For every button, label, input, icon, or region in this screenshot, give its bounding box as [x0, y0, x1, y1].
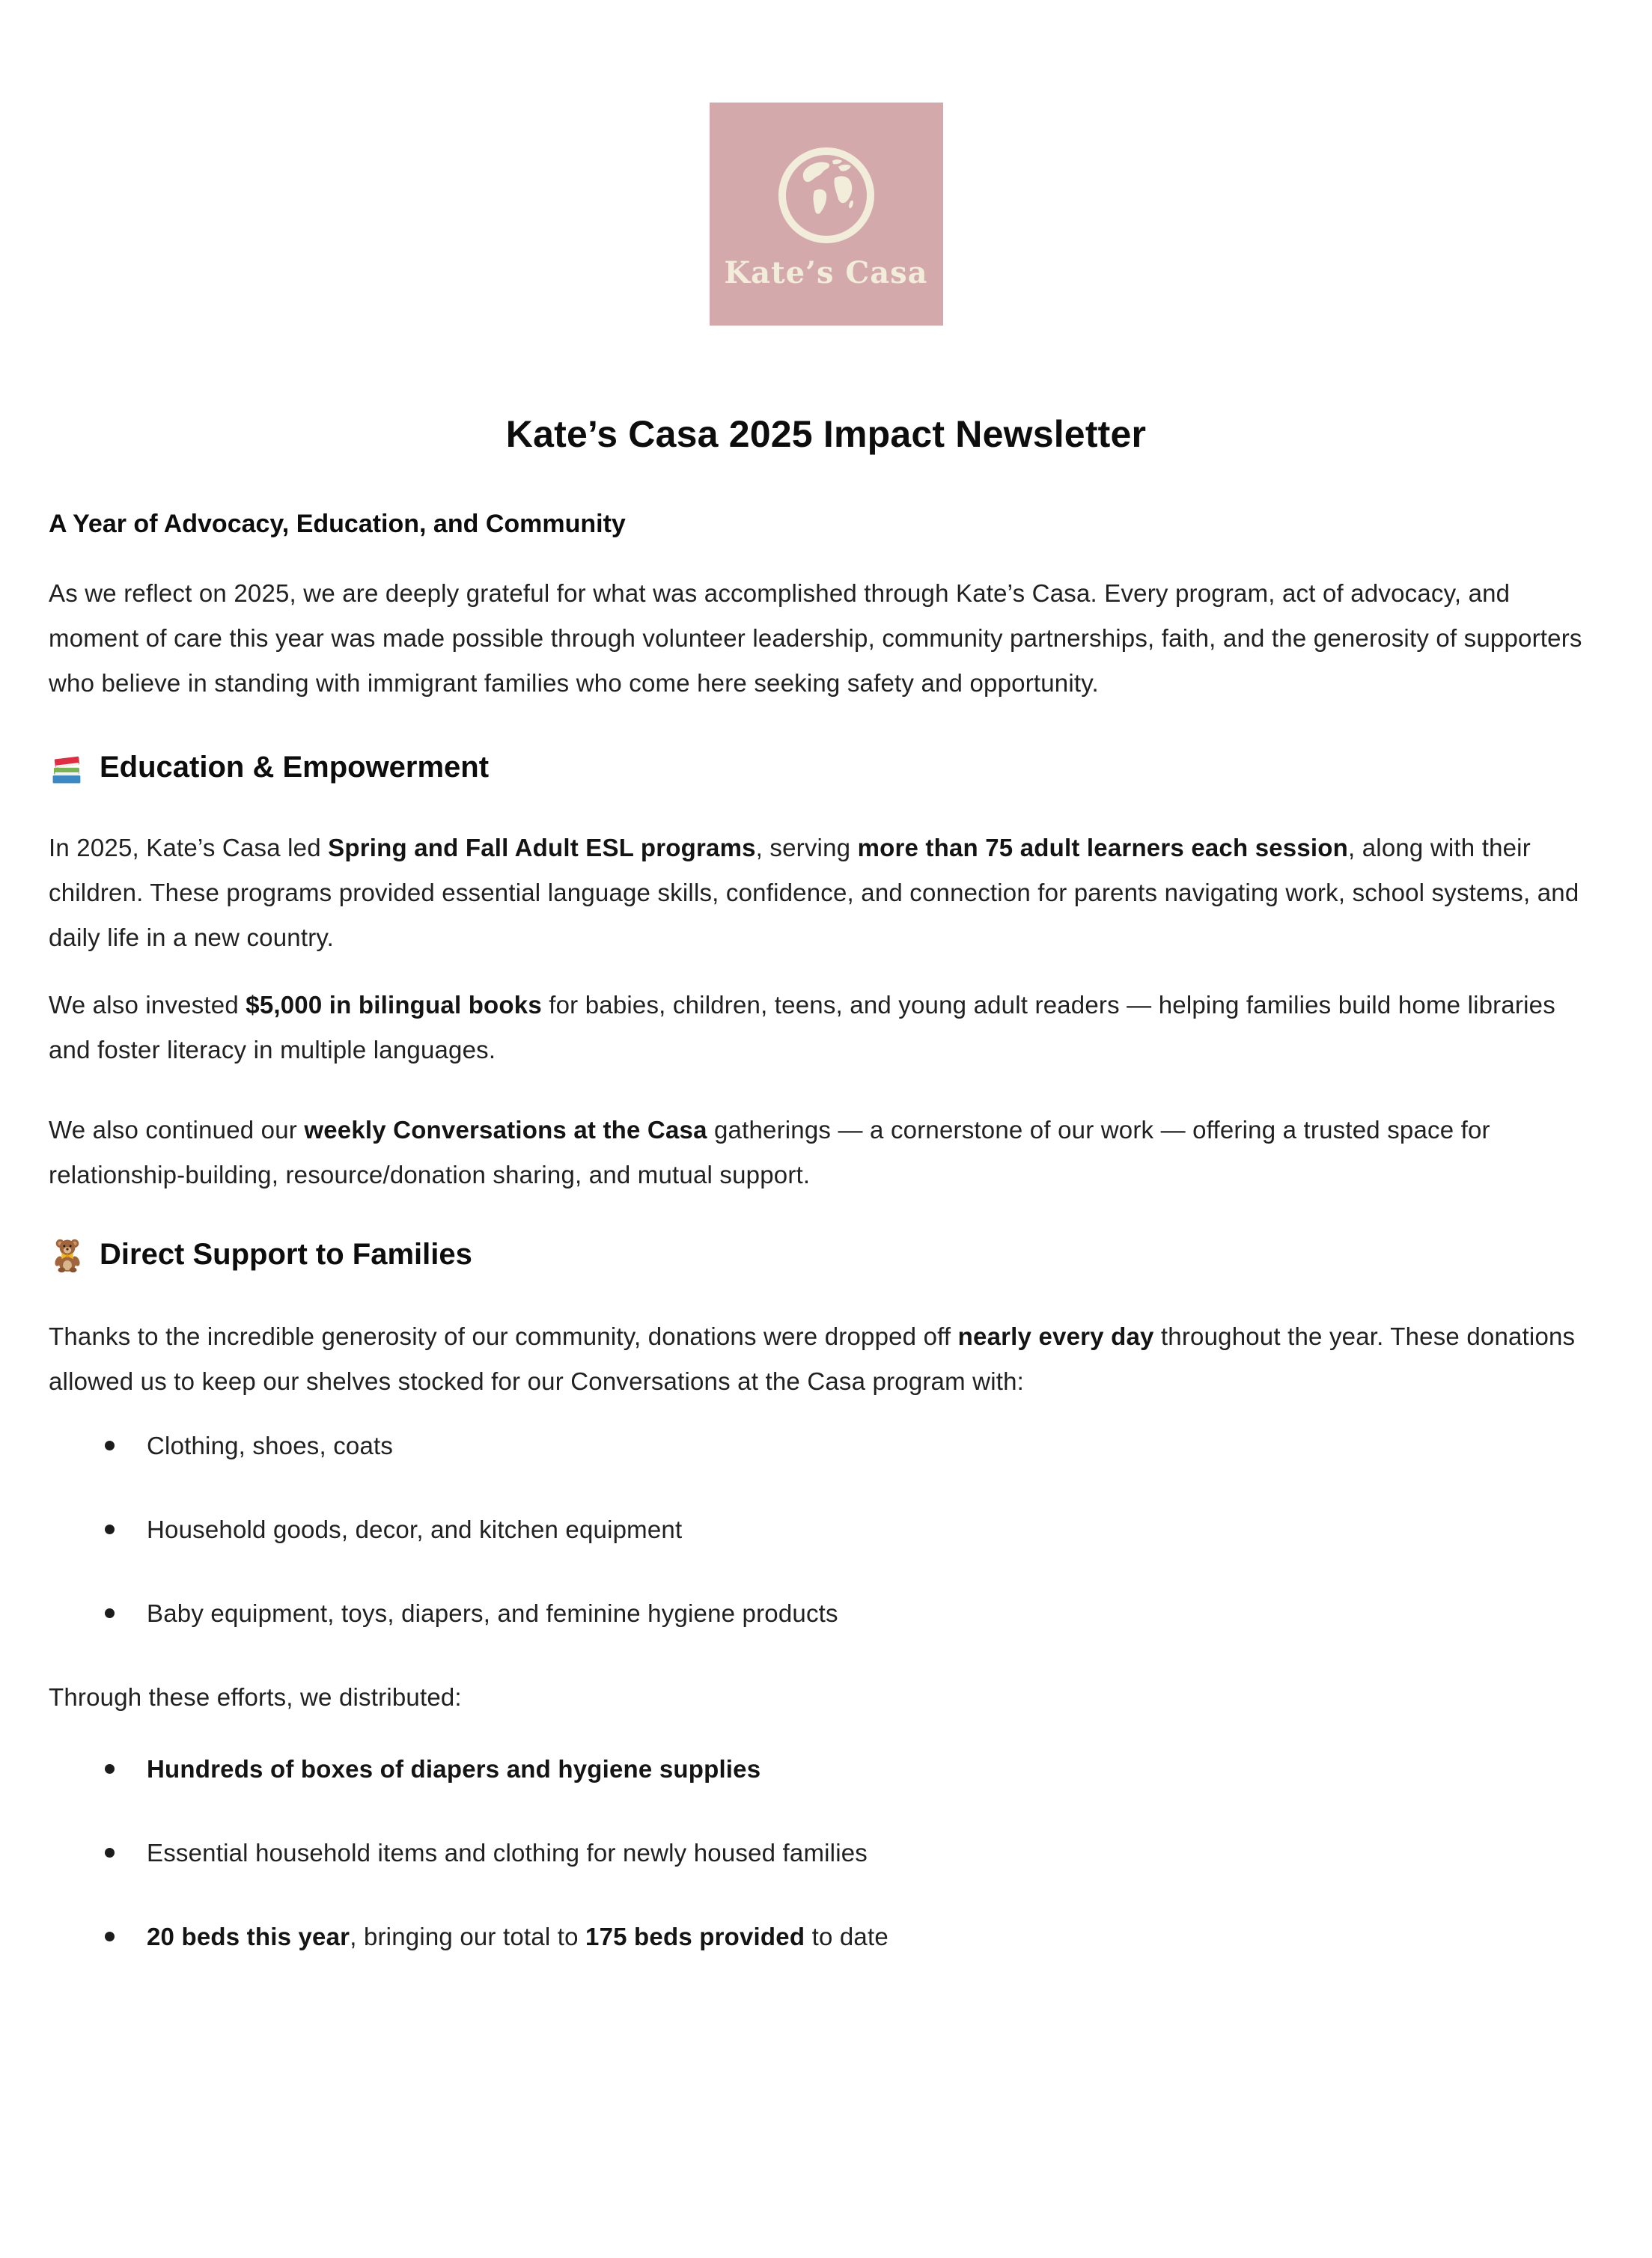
education-paragraph-3: We also continued our weekly Conversations at the Casa gatherings — a cornerstone of our work — offering a trusted space for relationship-building, resource/donation sharing, and mutual support. — [49, 1116, 1490, 1188]
bullet-icon — [105, 1848, 115, 1858]
list-item — [49, 1591, 1603, 1636]
support-heading-text: Direct Support to Families — [100, 1238, 472, 1271]
list-item-text: 20 beds this year, bringing our total to 175 beds provided to date — [147, 1923, 889, 1950]
support-section-heading — [49, 1235, 1603, 1274]
list-item — [49, 1831, 1603, 1876]
logo-brand-text: Kate’s Casa — [724, 255, 928, 290]
list-item — [49, 1507, 1603, 1552]
bullet-icon — [105, 1932, 115, 1941]
teddy-bear-emoji-icon — [49, 1236, 86, 1273]
books-emoji-icon — [49, 748, 86, 786]
list-item — [49, 1914, 1603, 1959]
list-item-text: Baby equipment, toys, diapers, and feminine hygiene products — [147, 1599, 838, 1627]
intro-paragraph: As we reflect on 2025, we are deeply grateful for what was accomplished through Kate’s Casa. Every program, act of advocacy, and moment of care this year was made possible through volunteer leadership, community partnerships, faith, and the generosity of supporters who believe in standing with immigrant families who come here seeking safety and opportunity. — [49, 579, 1582, 697]
education-heading-text: Education & Empowerment — [100, 751, 490, 784]
bullet-icon — [105, 1764, 115, 1774]
distributed-items-list — [49, 1747, 1603, 1959]
logo-header — [0, 103, 1652, 326]
donation-items-list — [49, 1424, 1603, 1636]
support-paragraph-1: Thanks to the incredible generosity of our community, donations were dropped off nearly every day throughout the year. These donations allowed us to keep our shelves stocked for our Conversations at the Casa program with: — [49, 1322, 1576, 1395]
bullet-icon — [105, 1441, 115, 1450]
bullet-icon — [105, 1525, 115, 1534]
education-paragraph-2: We also invested $5,000 in bilingual books for babies, children, teens, and young adult readers — helping families build home libraries and foster literacy in multiple languages. — [49, 991, 1555, 1064]
bullet-icon — [105, 1608, 115, 1618]
list-item-text: Hundreds of boxes of diapers and hygiene supplies — [147, 1755, 761, 1783]
page-title: Kate’s Casa 2025 Impact Newsletter — [505, 413, 1147, 455]
list-item-text: Essential household items and clothing for newly housed families — [147, 1839, 868, 1867]
list-item-text: Household goods, decor, and kitchen equipment — [147, 1516, 683, 1543]
education-section-heading — [49, 748, 1603, 787]
list-item-text: Clothing, shoes, coats — [147, 1432, 394, 1459]
list-item — [49, 1424, 1603, 1468]
newsletter-body — [0, 412, 1652, 1959]
list-item — [49, 1747, 1603, 1792]
newsletter-page — [0, 103, 1652, 1959]
intro-heading: A Year of Advocacy, Education, and Community — [49, 510, 626, 538]
kates-casa-logo — [710, 103, 943, 326]
education-paragraph-1: In 2025, Kate’s Casa led Spring and Fall Adult ESL programs, serving more than 75 adult learners each session, along with their children. These programs provided essential language skills, confidence, and connection for parents navigating work, school systems, and daily life in a new country. — [49, 834, 1579, 951]
support-paragraph-2: Through these efforts, we distributed: — [49, 1683, 462, 1711]
globe-icon — [775, 144, 877, 246]
